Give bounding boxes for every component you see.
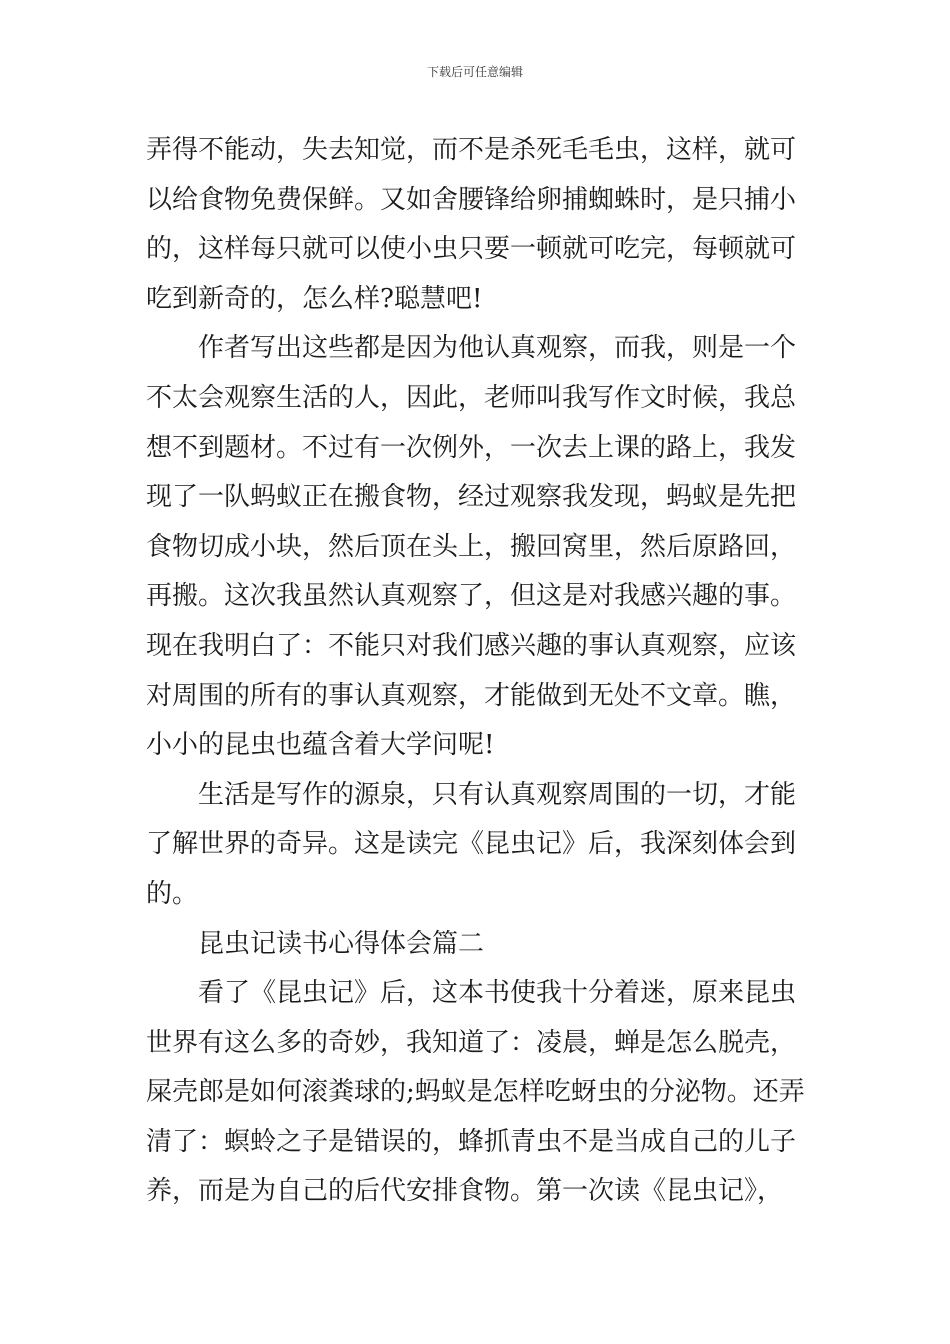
section-heading: 昆虫记读书心得体会篇二 <box>198 928 485 959</box>
text-line: 不太会观察生活的人，因此，老师叫我写作文时候，我总 <box>146 382 797 413</box>
page-header: 下载后可任意编辑 <box>426 65 523 79</box>
text-line: 了解世界的奇异。这是读完《昆虫记》后，我深刻体会到 <box>146 829 797 860</box>
text-line: 清了：螟蛉之子是错误的，蜂抓青虫不是当成自己的儿子 <box>146 1126 797 1157</box>
body-text <box>146 126 810 1217</box>
text-line: 屎壳郎是如何滚粪球的;蚂蚁是怎样吃蚜虫的分泌物。还弄 <box>146 1077 805 1108</box>
text-line: 世界有这么多的奇妙，我知道了：凌晨，蝉是怎么脱壳， <box>146 1027 797 1058</box>
text-line: 再搬。这次我虽然认真观察了，但这是对我感兴趣的事。 <box>146 581 797 612</box>
text-line: 养，而是为自己的后代安排食物。第一次读《昆虫记》， <box>146 1176 784 1207</box>
text-line: 的，这样每只就可以使小虫只要一顿就可吃完，每顿就可 <box>146 234 797 265</box>
text-line: 以给食物免费保鲜。又如舍腰锋给卵捕蜘蛛时，是只捕小 <box>146 184 797 215</box>
text-line: 对周围的所有的事认真观察，才能做到无处不文章。瞧， <box>146 680 797 711</box>
text-line: 吃到新奇的，怎么样?聪慧吧! <box>146 283 483 314</box>
text-line: 的。 <box>146 878 199 909</box>
text-line: 现了一队蚂蚁正在搬食物，经过观察我发现，蚂蚁是先把 <box>146 482 797 513</box>
text-line: 现在我明白了：不能只对我们感兴趣的事认真观察，应该 <box>146 630 797 661</box>
text-line: 小小的昆虫也蕴含着大学问呢! <box>146 730 495 761</box>
text-line: 弄得不能动，失去知觉，而不是杀死毛毛虫，这样，就可 <box>146 135 797 165</box>
text-line: 想不到题材。不过有一次例外，一次去上课的路上，我发 <box>146 432 797 463</box>
text-line: 食物切成小块，然后顶在头上，搬回窝里，然后原路回， <box>146 531 797 562</box>
paragraph-start-line: 生活是写作的源泉，只有认真观察周围的一切，才能 <box>198 779 797 810</box>
paragraph-start-line: 作者写出这些都是因为他认真观察，而我，则是一个 <box>198 333 797 364</box>
paragraph-start-line: 看了《昆虫记》后，这本书使我十分着迷，原来昆虫 <box>198 978 797 1009</box>
